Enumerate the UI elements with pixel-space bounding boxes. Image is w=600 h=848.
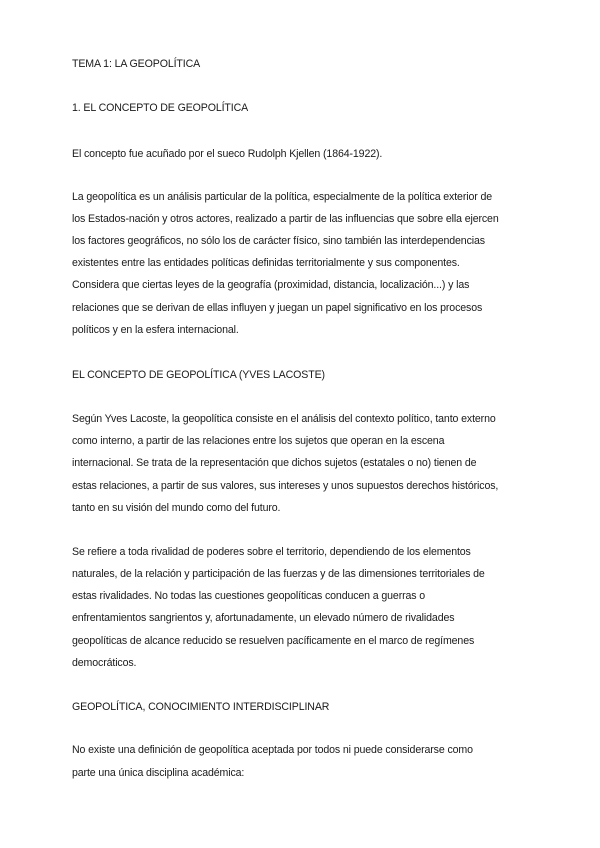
paragraph-line: parte una única disciplina académica:: [72, 767, 245, 779]
paragraph-line: enfrentamientos sangrientos y, afortunadamente, un elevado número de rivalidades: [72, 612, 455, 624]
paragraph-line: políticos y en la esfera internacional.: [72, 324, 239, 336]
paragraph-line: geopolíticas de alcance reducido se resuelven pacíficamente en el marco de regímenes: [72, 635, 475, 647]
paragraph-line: relaciones que se derivan de ellas influyen y juegan un papel significativo en los procesos: [72, 302, 483, 314]
paragraph-line: No existe una definición de geopolítica aceptada por todos ni puede considerarse como: [72, 744, 473, 756]
paragraph-line: El concepto fue acuñado por el sueco Rudolph Kjellen (1864-1922).: [72, 148, 383, 160]
paragraph-line: como interno, a partir de las relaciones entre los sujetos que operan en la escena: [72, 435, 445, 447]
paragraph-line: La geopolítica es un análisis particular de la política, especialmente de la política exterior de: [72, 191, 493, 203]
paragraph-line: tanto en su visión del mundo como del futuro.: [72, 502, 281, 514]
paragraph-line: los Estados-nación y otros actores, realizado a partir de las influencias que sobre ella ejercen: [72, 213, 499, 225]
paragraph-line: existentes entre las entidades políticas definidas territorialmente y sus componentes.: [72, 257, 460, 269]
paragraph-line: estas rivalidades. No todas las cuestiones geopolíticas conducen a guerras o: [72, 590, 426, 602]
paragraph-line: Según Yves Lacoste, la geopolítica consiste en el análisis del contexto político, tanto externo: [72, 413, 496, 425]
paragraph-line: Considera que ciertas leyes de la geografía (proximidad, distancia, localización...) y las: [72, 279, 470, 291]
paragraph-line: Se refiere a toda rivalidad de poderes sobre el territorio, dependiendo de los elementos: [72, 546, 471, 558]
paragraph-line: democráticos.: [72, 657, 137, 669]
paragraph-line: los factores geográficos, no sólo los de carácter físico, sino también las interdependencias: [72, 235, 485, 247]
paragraph-line: internacional. Se trata de la representación que dichos sujetos (estatales o no) tienen de: [72, 457, 477, 469]
paragraph-line: estas relaciones, a partir de sus valores, sus intereses y unos supuestos derechos históricos,: [72, 480, 499, 492]
subheading-interdisciplinar: GEOPOLÍTICA, CONOCIMIENTO INTERDISCIPLINAR: [72, 701, 330, 713]
paragraph-line: naturales, de la relación y participación de las fuerzas y de las dimensiones territoriales de: [72, 568, 485, 580]
document-title: TEMA 1: LA GEOPOLÍTICA: [72, 58, 201, 70]
subheading-lacoste: EL CONCEPTO DE GEOPOLÍTICA (YVES LACOSTE): [72, 369, 325, 381]
section-heading: 1. EL CONCEPTO DE GEOPOLÍTICA: [72, 102, 249, 114]
